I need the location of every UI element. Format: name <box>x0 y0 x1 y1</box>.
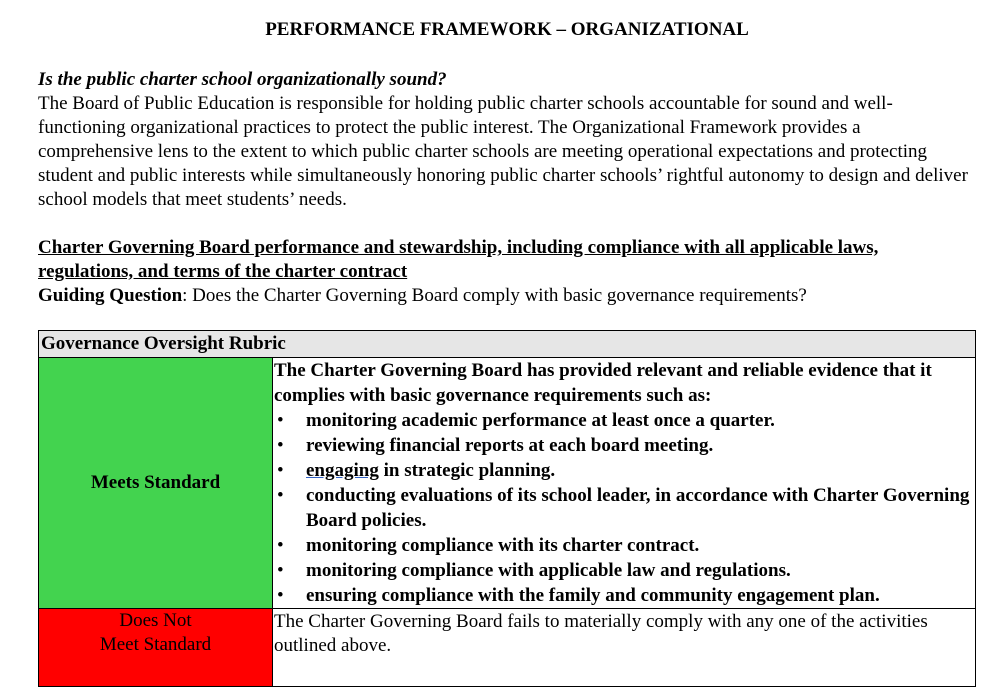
bullet-icon: • <box>277 460 284 481</box>
framework-question: Is the public charter school organizationally sound? <box>38 69 447 90</box>
bullet-icon: • <box>277 560 284 581</box>
does-not-meet-description: The Charter Governing Board fails to materially comply with any one of the activities outlined above. <box>273 609 976 687</box>
page-title: PERFORMANCE FRAMEWORK – ORGANIZATIONAL <box>265 19 749 40</box>
intro-paragraph: The Board of Public Education is responsible for holding public charter schools accountable for sound and well-functioning organizational practices to protect the public interest. The Organizational Framework provides a comprehensive lens to the extent to which public charter schools are meeting operational expectations and protecting student and public interests while simultaneously honoring public charter schools’ rightful autonomy to design and deliver school models that meet students’ needs. <box>38 93 968 210</box>
guiding-question-label: Guiding Question <box>38 285 183 306</box>
spellcheck-underlined-word: engaging <box>306 460 379 481</box>
list-item: • reviewing financial reports at each board meeting. <box>277 435 714 456</box>
list-item: • engaging in strategic planning. <box>277 460 556 481</box>
list-item: • conducting evaluations of its school leader, in accordance with Charter Governing Board policies. <box>277 485 970 531</box>
bullet-icon: • <box>277 535 284 556</box>
list-item: • monitoring compliance with its charter contract. <box>277 535 700 556</box>
rubric-row-meets <box>39 358 976 609</box>
list-item: • monitoring academic performance at least once a quarter. <box>277 410 775 431</box>
list-item: • ensuring compliance with the family and community engagement plan. <box>277 585 880 606</box>
meets-standard-label: Meets Standard <box>90 472 221 493</box>
section-heading: Charter Governing Board performance and stewardship, including compliance with all applicable laws, regulations, and terms of the charter contract <box>38 237 879 282</box>
rubric-row-does-not-meet <box>39 609 976 687</box>
meets-standard-cell <box>39 358 273 609</box>
document-page <box>38 16 976 308</box>
does-not-meet-cell <box>39 609 273 687</box>
requirements-list <box>274 408 975 608</box>
guiding-question-text: : Does the Charter Governing Board comply with basic governance requirements? <box>182 285 807 306</box>
meets-intro: The Charter Governing Board has provided relevant and reliable evidence that it complies with basic governance requirements such as: <box>274 360 932 406</box>
meets-standard-description <box>273 358 976 609</box>
rubric-header: Governance Oversight Rubric <box>39 331 976 358</box>
does-not-meet-label-line1: Does Not <box>119 610 192 631</box>
spacer <box>38 212 976 236</box>
does-not-meet-label-line2: Meet Standard <box>99 634 212 655</box>
rubric-header-row <box>39 331 976 358</box>
bullet-icon: • <box>277 585 284 606</box>
bullet-icon: • <box>277 410 284 431</box>
governance-rubric-table <box>38 330 976 687</box>
bullet-icon: • <box>277 485 284 506</box>
spacer <box>38 44 976 68</box>
list-item: • monitoring compliance with applicable law and regulations. <box>277 560 791 581</box>
guiding-question <box>38 284 976 308</box>
bullet-icon: • <box>277 435 284 456</box>
